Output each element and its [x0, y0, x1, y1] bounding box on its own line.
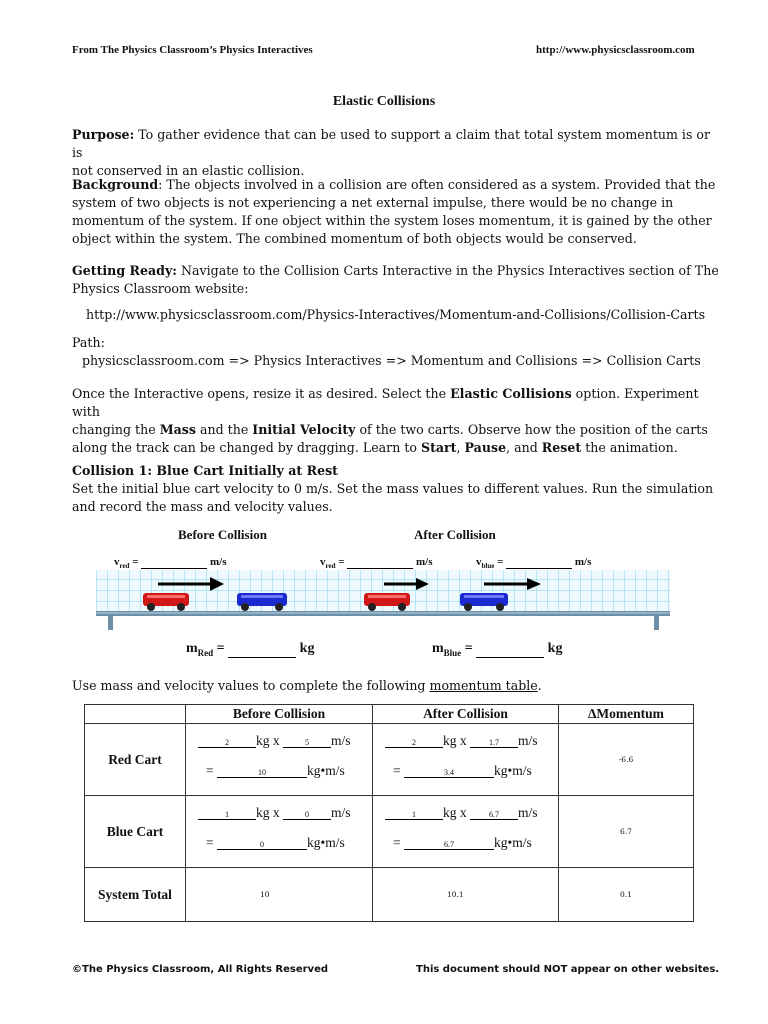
total-before: 10	[186, 868, 373, 922]
v-blue-after: $v_{blue}$ = m/s	[476, 556, 592, 571]
getting-ready-section: Getting Ready: Navigate to the Collision Carts Interactive in the Physics Interactives section of The Physics Classroom website:	[72, 263, 719, 296]
background-section: Background: The objects involved in a collision are often considered as a system. Provided that the system of two objects is not experiencing a net external impulse, there would be no change in momentum of the system. If one object within the system loses momentum, it is gained by the other object within the system. The combined momentum of both objects would be conserved.	[72, 177, 716, 246]
header-right: http://www.physicsclassroom.com	[536, 44, 695, 56]
getting-ready-label: Getting Ready:	[72, 263, 177, 278]
red-after-cell: 2 kg x 1.7 m/s = 3.4 kg•m/s	[373, 724, 559, 796]
red-delta: -6.6	[559, 724, 694, 796]
row-label-total: System Total	[85, 868, 186, 922]
page-title: Elastic Collisions	[332, 94, 436, 109]
footer-notice: This document should NOT appear on other websites.	[416, 964, 720, 975]
total-after: 10.1	[373, 868, 559, 922]
collision1-heading: Collision 1: Blue Cart Initially at Rest	[72, 463, 338, 478]
after-collision-label: After Collision	[414, 527, 496, 542]
path-label: Path:	[72, 335, 105, 350]
table-row-blue-cart	[85, 796, 694, 868]
blue-before-cell: 1 kg x 0 m/s = 0 kg•m/s	[186, 796, 373, 868]
col-delta-momentum: ∆Momentum	[559, 705, 694, 724]
momentum-table	[84, 704, 694, 922]
red-before-cell: 2 kg x 5 m/s = 10 kg•m/s	[186, 724, 373, 796]
table-row-red-cart	[85, 724, 694, 796]
momentum-table-link[interactable]: momentum table	[429, 678, 538, 693]
table-intro: Use mass and velocity values to complete the following momentum table.	[72, 678, 542, 693]
collision1-section: Collision 1: Blue Cart Initially at Rest Set the initial blue cart velocity to 0 m/s. Set the mass values to different values. Run the simulation and record the mass and velocity values.	[72, 462, 722, 516]
v-red-before: $v_{red}$ = m/s	[114, 556, 227, 571]
track-leg-left	[108, 616, 113, 630]
interactive-url[interactable]: http://www.physicsclassroom.com/Physics-Interactives/Momentum-and-Collisions/Collision-Carts	[86, 307, 706, 322]
v-red-after: $v_{red}$ = m/s	[320, 556, 433, 571]
purpose-label: Purpose:	[72, 127, 135, 142]
table-row-system-total	[85, 868, 694, 922]
track-leg-right	[654, 616, 659, 630]
footer-copyright: ©The Physics Classroom, All Rights Reserved	[72, 964, 329, 975]
blue-delta: 6.7	[559, 796, 694, 868]
purpose-section: Purpose: To gather evidence that can be used to support a claim that total system momentum is or is not conserved in an elastic collision.	[72, 127, 711, 178]
col-after-collision: After Collision	[373, 705, 559, 724]
before-collision-label: Before Collision	[178, 527, 267, 542]
blue-after-cell: 1 kg x 6.7 m/s = 6.7 kg•m/s	[373, 796, 559, 868]
mass-red-field: $m_{Red}$ = kg	[186, 641, 315, 658]
total-delta: 0.1	[559, 868, 694, 922]
table-header-row	[85, 705, 694, 724]
path-text: physicsclassroom.com => Physics Interactives => Momentum and Collisions => Collision Carts	[82, 353, 701, 368]
row-label-red: Red Cart	[85, 724, 186, 796]
mass-blue-field: $m_{Blue}$ = kg	[432, 641, 563, 658]
col-before-collision: Before Collision	[186, 705, 373, 724]
header-left: From The Physics Classroom’s Physics Interactives	[72, 44, 313, 56]
background-label: Background	[72, 177, 159, 192]
collision-diagram	[96, 568, 674, 632]
row-label-blue: Blue Cart	[85, 796, 186, 868]
instructions: Once the Interactive opens, resize it as desired. Select the Elastic Collisions option. Experiment with changing the Mass and the Initial Velocity of the two carts. Observe how the position of the carts along the track can be changed by dragging. Learn to Start, Pause, and Reset the animation.	[72, 386, 708, 455]
